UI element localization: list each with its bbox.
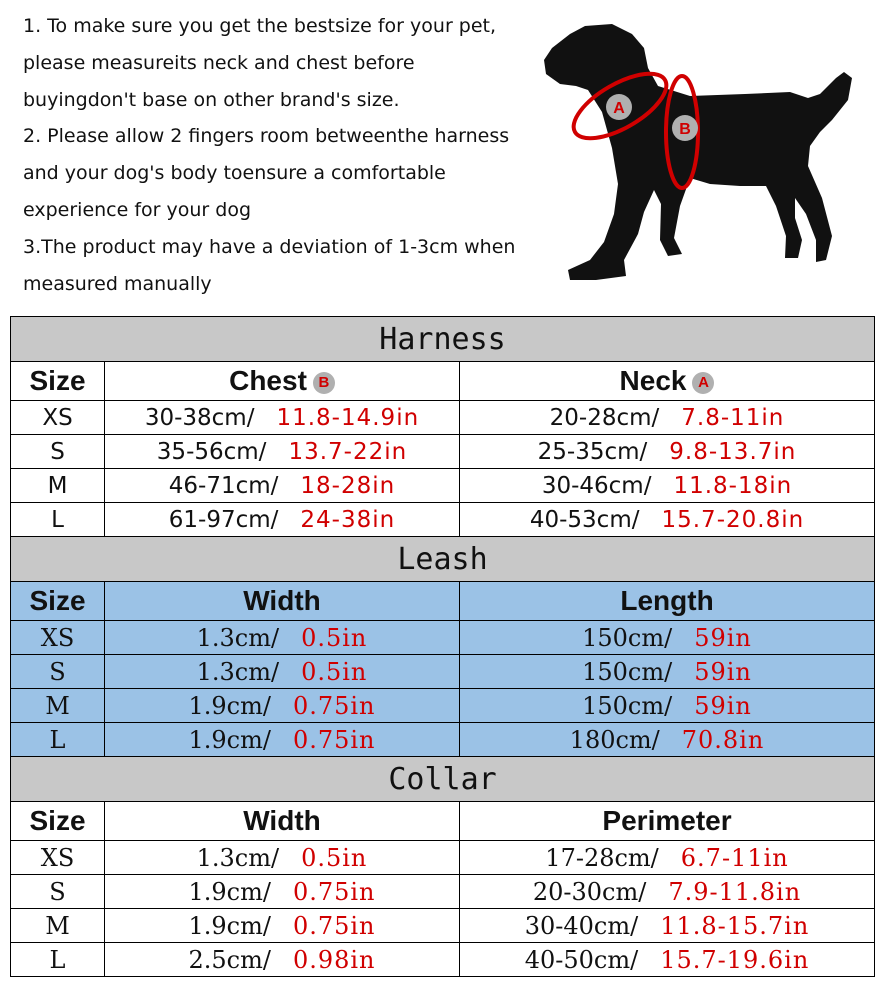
- metric-value: 35-56cm/: [156, 438, 267, 465]
- table-row: [11, 621, 875, 655]
- perimeter-cell: [460, 909, 875, 943]
- length-cell: [460, 689, 875, 723]
- chest-header: [105, 362, 460, 401]
- width-cell: [105, 841, 460, 875]
- imperial-value: 0.75in: [292, 725, 376, 754]
- size-cell: XS: [11, 401, 105, 435]
- metric-value: 1.3cm/: [196, 657, 280, 686]
- table-row: [11, 503, 875, 537]
- marker-b-badge: [672, 115, 698, 141]
- size-cell: XS: [11, 621, 105, 655]
- size-cell: L: [11, 943, 105, 977]
- marker-b-label: B: [679, 121, 691, 138]
- collar-section: [11, 757, 875, 977]
- imperial-value: 11.8-15.7in: [660, 911, 810, 940]
- metric-value: 1.3cm/: [196, 623, 280, 652]
- leash-title: Leash: [11, 537, 875, 582]
- perimeter-cell: [460, 875, 875, 909]
- section-title-row: [11, 317, 875, 362]
- imperial-value: 11.8-14.9in: [276, 404, 420, 431]
- metric-value: 180cm/: [569, 725, 660, 754]
- measurement-notes: [23, 8, 523, 302]
- header-row: [11, 582, 875, 621]
- header-row: [11, 802, 875, 841]
- note-line: 2. Please allow 2 fingers room betweenthe harness: [23, 125, 510, 148]
- metric-value: 20-30cm/: [532, 877, 647, 906]
- metric-value: 150cm/: [582, 691, 673, 720]
- table-row: [11, 401, 875, 435]
- marker-a-badge: [606, 94, 632, 120]
- size-header: Size: [11, 802, 105, 841]
- table-row: [11, 909, 875, 943]
- metric-value: 20-28cm/: [549, 404, 660, 431]
- neck-header: [460, 362, 875, 401]
- imperial-value: 7.8-11in: [681, 404, 785, 431]
- note-line: please measureits neck and chest before: [23, 51, 415, 74]
- length-cell: [460, 621, 875, 655]
- table-row: [11, 841, 875, 875]
- metric-value: 30-38cm/: [144, 404, 255, 431]
- dog-measurement-illustration: [540, 8, 880, 298]
- chest-cell: [105, 469, 460, 503]
- size-chart-table: [10, 316, 875, 977]
- table-row: [11, 655, 875, 689]
- table-row: [11, 723, 875, 757]
- section-title-row: [11, 537, 875, 582]
- chest-cell: [105, 435, 460, 469]
- imperial-value: 59in: [694, 657, 752, 686]
- size-cell: S: [11, 875, 105, 909]
- width-cell: [105, 875, 460, 909]
- note-line: measured manually: [23, 272, 212, 295]
- imperial-value: 0.5in: [301, 657, 368, 686]
- imperial-value: 0.5in: [301, 623, 368, 652]
- metric-value: 1.9cm/: [188, 691, 271, 720]
- neck-cell: [460, 401, 875, 435]
- width-cell: [105, 655, 460, 689]
- perimeter-header: Perimeter: [460, 802, 875, 841]
- metric-value: 30-46cm/: [541, 472, 652, 499]
- marker-a-label: A: [613, 100, 625, 117]
- note-line: experience for your dog: [23, 198, 252, 221]
- metric-value: 30-40cm/: [524, 911, 639, 940]
- size-cell: XS: [11, 841, 105, 875]
- width-cell: [105, 621, 460, 655]
- note-line: buyingdon't base on other brand's size.: [23, 88, 400, 111]
- imperial-value: 0.5in: [301, 843, 368, 872]
- chest-cell: [105, 503, 460, 537]
- metric-value: 17-28cm/: [545, 843, 659, 872]
- metric-value: 40-53cm/: [529, 506, 640, 533]
- chest-header-label: Chest: [229, 365, 307, 396]
- metric-value: 1.9cm/: [188, 911, 271, 940]
- harness-title: Harness: [11, 317, 875, 362]
- metric-value: 40-50cm/: [524, 945, 639, 974]
- collar-title: Collar: [11, 757, 875, 802]
- metric-value: 2.5cm/: [188, 945, 271, 974]
- section-title-row: [11, 757, 875, 802]
- imperial-value: 9.8-13.7in: [669, 438, 797, 465]
- size-cell: L: [11, 503, 105, 537]
- table-row: [11, 875, 875, 909]
- metric-value: 25-35cm/: [537, 438, 648, 465]
- width-header: Width: [105, 582, 460, 621]
- imperial-value: 0.75in: [292, 691, 376, 720]
- imperial-value: 13.7-22in: [288, 438, 408, 465]
- imperial-value: 11.8-18in: [673, 472, 793, 499]
- size-cell: L: [11, 723, 105, 757]
- imperial-value: 7.9-11.8in: [668, 877, 802, 906]
- header-row: [11, 362, 875, 401]
- imperial-value: 15.7-20.8in: [661, 506, 805, 533]
- neck-cell: [460, 503, 875, 537]
- chest-cell: [105, 401, 460, 435]
- size-header: Size: [11, 582, 105, 621]
- width-header: Width: [105, 802, 460, 841]
- neck-header-label: Neck: [619, 365, 687, 396]
- imperial-value: 0.75in: [292, 911, 376, 940]
- size-cell: S: [11, 435, 105, 469]
- width-cell: [105, 943, 460, 977]
- neck-cell: [460, 469, 875, 503]
- table-row: [11, 943, 875, 977]
- note-line: and your dog's body toensure a comfortable: [23, 162, 446, 185]
- leash-section: [11, 537, 875, 757]
- metric-value: 150cm/: [582, 657, 673, 686]
- imperial-value: 59in: [694, 691, 752, 720]
- metric-value: 46-71cm/: [168, 472, 279, 499]
- note-line: 3.The product may have a deviation of 1-3cm when: [23, 235, 516, 258]
- length-cell: [460, 723, 875, 757]
- chest-marker-badge: B: [313, 372, 335, 394]
- metric-value: 1.3cm/: [196, 843, 280, 872]
- neck-marker-badge: A: [692, 372, 714, 394]
- imperial-value: 6.7-11in: [680, 843, 789, 872]
- length-header: Length: [460, 582, 875, 621]
- width-cell: [105, 723, 460, 757]
- imperial-value: 18-28in: [300, 472, 396, 499]
- size-header: Size: [11, 362, 105, 401]
- table-row: [11, 689, 875, 723]
- neck-cell: [460, 435, 875, 469]
- size-cell: S: [11, 655, 105, 689]
- width-cell: [105, 909, 460, 943]
- perimeter-cell: [460, 943, 875, 977]
- length-cell: [460, 655, 875, 689]
- metric-value: 1.9cm/: [188, 725, 271, 754]
- size-cell: M: [11, 909, 105, 943]
- imperial-value: 24-38in: [300, 506, 396, 533]
- table-row: [11, 469, 875, 503]
- metric-value: 1.9cm/: [188, 877, 271, 906]
- width-cell: [105, 689, 460, 723]
- size-cell: M: [11, 469, 105, 503]
- imperial-value: 0.98in: [292, 945, 376, 974]
- imperial-value: 0.75in: [292, 877, 376, 906]
- metric-value: 61-97cm/: [168, 506, 279, 533]
- note-line: 1. To make sure you get the bestsize for your pet,: [23, 15, 497, 37]
- imperial-value: 59in: [694, 623, 752, 652]
- table-row: [11, 435, 875, 469]
- size-cell: M: [11, 689, 105, 723]
- metric-value: 150cm/: [582, 623, 673, 652]
- imperial-value: 15.7-19.6in: [660, 945, 810, 974]
- perimeter-cell: [460, 841, 875, 875]
- harness-section: [11, 317, 875, 537]
- imperial-value: 70.8in: [681, 725, 765, 754]
